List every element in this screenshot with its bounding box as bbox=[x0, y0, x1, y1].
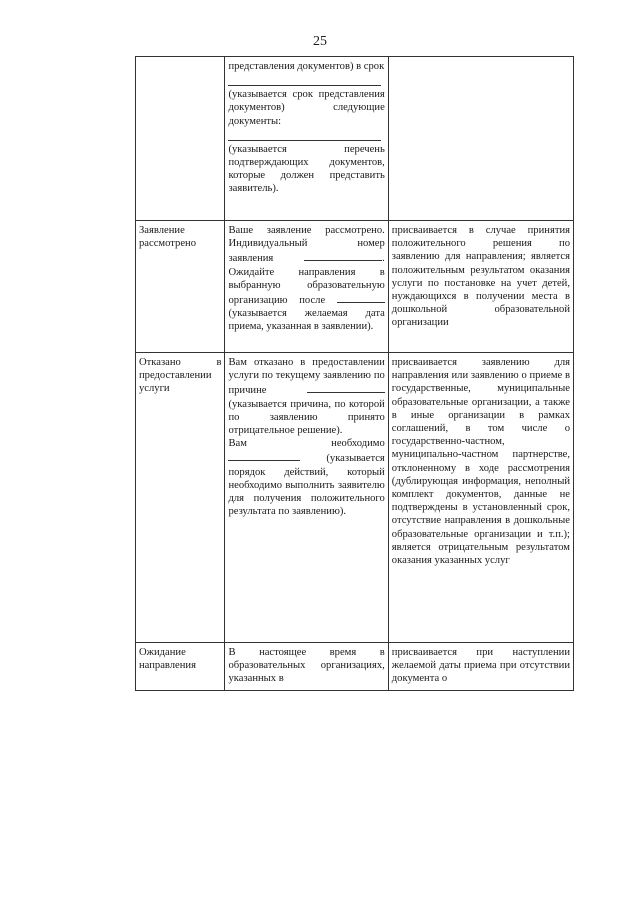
message-text: представления документов) в срок bbox=[228, 61, 385, 72]
message-text: Вам необходимо bbox=[228, 438, 385, 450]
status-cell: Ожидание направления bbox=[136, 643, 225, 691]
description-cell: присваивается в случае принятия положительного решения по заявлению для направления; является положительным результатом оказания услуги по постановке на учет детей, нуждающихся в получении места в дошкольной образовательной организации bbox=[388, 221, 573, 353]
status-cell: Отказано в предоставлении услуги bbox=[136, 353, 225, 643]
message-text: (указывается порядок действий, который необходимо выполнить заявителю для получения положительного результата по заявлению). bbox=[228, 453, 385, 518]
message-text: (указывается перечень подтверждающих документов, которые должен представить заявитель). bbox=[228, 143, 385, 195]
status-cell bbox=[136, 57, 225, 221]
message-cell bbox=[225, 353, 388, 643]
status-cell: Заявление рассмотрено bbox=[136, 221, 225, 353]
message-text: (указывается причина, по которой по заявлению принято отрицательное решение). bbox=[228, 398, 385, 437]
blank-line bbox=[304, 250, 382, 261]
page-number: 25 bbox=[313, 34, 327, 49]
message-cell bbox=[225, 221, 388, 353]
blank-line bbox=[228, 128, 380, 141]
message-text: Ваше заявление рассмотрено. Индивидуальный номер заявления bbox=[228, 225, 385, 265]
table-row bbox=[136, 221, 574, 353]
status-table bbox=[135, 56, 574, 691]
message-text: Вам отказано в предоставлении услуги по текущему заявлению по причине bbox=[228, 357, 385, 397]
description-cell bbox=[388, 57, 573, 221]
description-cell: присваивается заявлению для направления или заявлению о приеме в государственные, муниципальные образовательные организации, а также в иные организации в рамках соглашений, в том числе о государственно-частном, муниципально-частном партнерстве, отклоненному в ходе рассмотрения (дублирующая информация, неполный комплект документов, данные не подтверждены в установленный срок, отсутствие направления в дошкольные образовательные организации и т.п.); является отрицательным результатом оказания указанных услуг bbox=[388, 353, 573, 643]
message-text: (указывается срок представления документов) следующие документы: bbox=[228, 89, 385, 127]
blank-line bbox=[228, 73, 380, 86]
table-row bbox=[136, 643, 574, 691]
table-row bbox=[136, 57, 574, 221]
message-cell bbox=[225, 57, 388, 221]
blank-line bbox=[337, 292, 385, 303]
message-cell: В настоящее время в образовательных организациях, указанных в bbox=[225, 643, 388, 691]
blank-line bbox=[228, 450, 300, 461]
message-text: (указывается желаемая дата приема, указанная в заявлении). bbox=[228, 308, 385, 333]
blank-line bbox=[307, 382, 385, 393]
message-text: . Ожидайте направления в выбранную образовательную организацию после bbox=[228, 253, 385, 307]
table-row bbox=[136, 353, 574, 643]
description-cell: присваивается при наступлении желаемой даты приема при отсутствии документа о bbox=[388, 643, 573, 691]
